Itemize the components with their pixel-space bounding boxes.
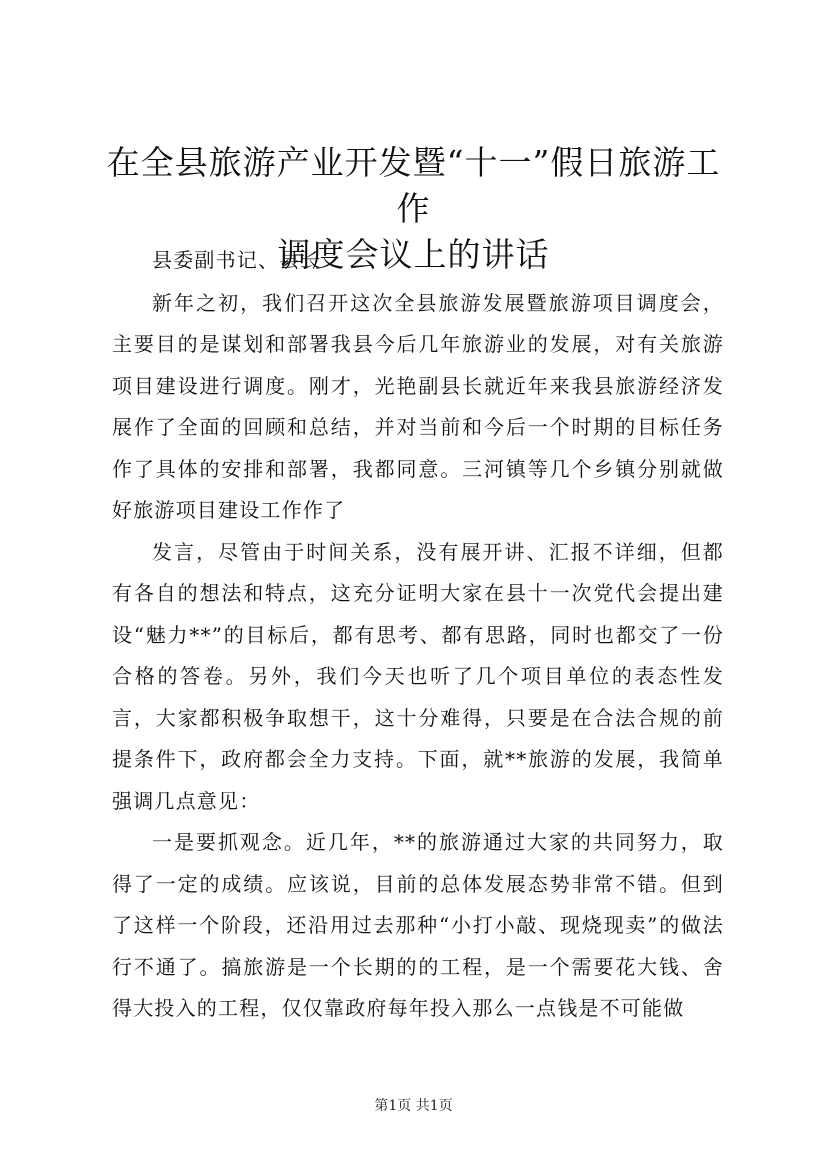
paragraph-3: 一是要抓观念。近几年，**的旅游通过大家的共同努力，取得了一定的成绩。应该说，目前的总体发展态势非常不错。但到了这样一个阶段，还沿用过去那种“小打小敲、现烧现卖”的做法行不通了。搞旅游是一个长期的的工程，是一个需要花大钱、舍得大投入的工程，仅仅靠政府每年投入那么一点钱是不可能做	[112, 830, 724, 1020]
author-line: 县委副书记、县长	[152, 248, 322, 272]
page-footer	[0, 1097, 827, 1115]
page-number-label: 第1页 共1页	[374, 1098, 453, 1114]
paragraph-2: 发言，尽管由于时间关系，没有展开讲、汇报不详细，但都有各自的想法和特点，这充分证明大家在县十一次党代会提出建设“魅力**”的目标后，都有思考、都有思路，同时也都交了一份合格的答卷。另外，我们今天也听了几个项目单位的表态性发言，大家都积极争取想干，这十分难得，只要是在合法合规的前提条件下，政府都会全力支持。下面，就**旅游的发展，我简单强调几点意见：	[112, 539, 724, 813]
title-line-2: 调度会议上的讲话	[277, 235, 550, 274]
paragraph-1: 新年之初，我们召开这次全县旅游发展暨旅游项目调度会，主要目的是谋划和部署我县今后几年旅游业的发展，对有关旅游项目建设进行调度。刚才，光艳副县长就近年来我县旅游经济发展作了全面的回顾和总结，并对当前和今后一个时期的目标任务作了具体的安排和部署，我都同意。三河镇等几个乡镇分别就做好旅游项目建设工作作了	[112, 290, 724, 522]
title-line-1: 在全县旅游产业开发暨“十一”假日旅游工作	[106, 143, 721, 228]
document-body	[112, 240, 724, 1030]
